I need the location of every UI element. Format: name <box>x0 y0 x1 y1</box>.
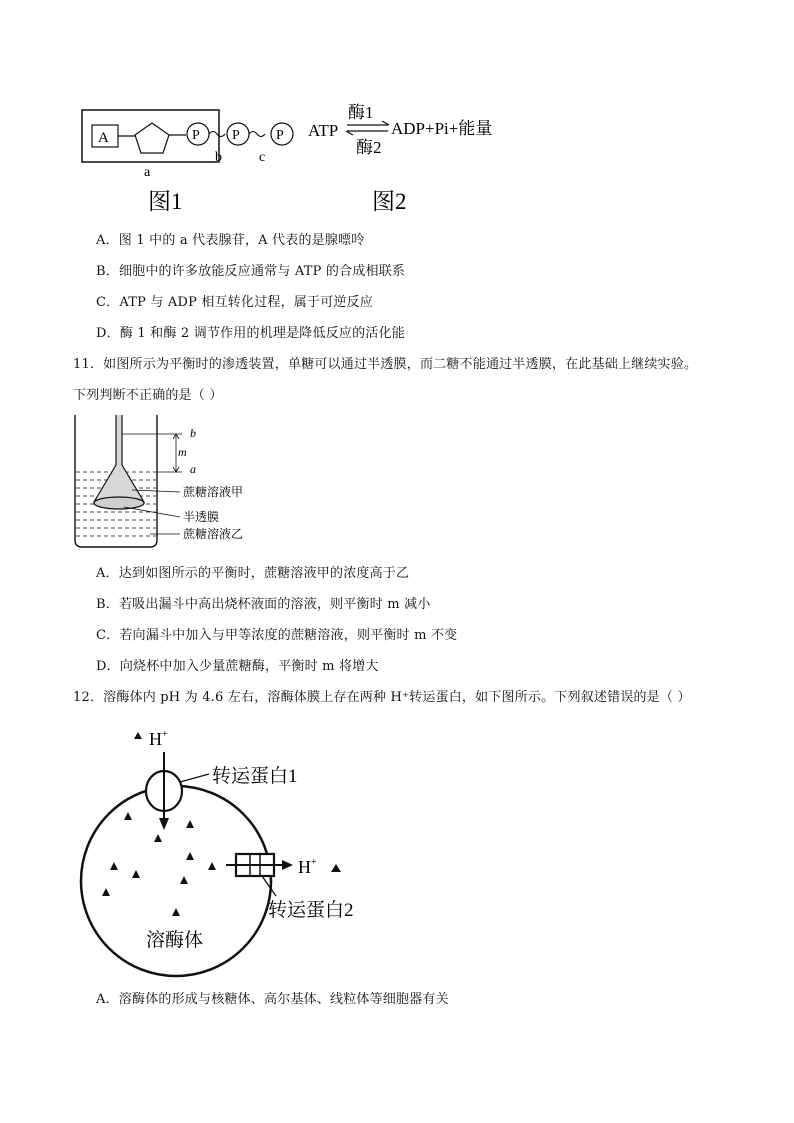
internal-protons <box>102 812 216 916</box>
q11-stem-line-2: 下列判断不正确的是（ ） <box>73 388 223 403</box>
reverse-arrow-icon <box>346 131 353 135</box>
q11-stem-line-1: 11．如图所示为平衡时的渗透装置，单糖可以通过半透膜，而二糖不能通过半透膜，在此基础上继续实验。 <box>73 357 698 372</box>
height-m-label: m <box>178 445 187 459</box>
h-inflow-arrow-icon <box>159 818 169 830</box>
membrane-label: 半透膜 <box>183 510 220 524</box>
q10-option-a: A．图 1 中的 a 代表腺苷，A 代表的是腺嘌呤 <box>96 233 365 248</box>
q12-option-a: A．溶酶体的形成与核糖体、高尔基体、线粒体等细胞器有关 <box>96 992 449 1007</box>
figure-2-caption: 图2 <box>372 189 407 214</box>
proton-triangle-icon <box>134 732 142 739</box>
q10-option-d: D．酶 1 和酶 2 调节作用的机理是降低反应的活化能 <box>96 326 405 341</box>
level-b-label: b <box>190 426 196 440</box>
transporter-2-label: 转运蛋白2 <box>268 900 354 921</box>
high-energy-bond-b <box>209 132 225 137</box>
level-a-label: a <box>190 462 196 476</box>
solution-yi-label: 蔗糖溶液乙 <box>183 527 244 541</box>
figure-1-caption: 图1 <box>148 189 183 214</box>
q11-option-b: B．若吸出漏斗中高出烧杯液面的溶液，则平衡时 m 减小 <box>96 597 431 612</box>
h-top-label: H+ <box>149 729 168 749</box>
osmosis-apparatus-figure <box>70 410 270 552</box>
enzyme-1-label: 酶1 <box>348 103 374 122</box>
q12-stem: 12．溶酶体内 pH 为 4.6 左右，溶酶体膜上存在两种 H⁺转运蛋白，如下图所示。下列叙述错误的是（ ） <box>73 690 691 705</box>
lysosome-figure <box>76 724 376 980</box>
solution-jia-label: 蔗糖溶液甲 <box>183 485 244 499</box>
h-right-label: H+ <box>298 857 317 877</box>
proton-triangle-icon <box>331 864 341 872</box>
semipermeable-membrane <box>94 497 144 509</box>
phosphate-label: P <box>192 128 200 143</box>
phosphate-label: P <box>232 128 240 143</box>
enzyme-2-label: 酶2 <box>356 138 382 157</box>
figure-1-atp-structure <box>78 106 308 218</box>
high-energy-bond-c <box>249 132 265 137</box>
label-b: b <box>215 150 222 165</box>
transporter-1-label: 转运蛋白1 <box>212 766 298 787</box>
q11-option-c: C．若向漏斗中加入与甲等浓度的蔗糖溶液，则平衡时 m 不变 <box>96 628 458 643</box>
phosphate-label: P <box>276 128 284 143</box>
q10-option-c: C．ATP 与 ADP 相互转化过程，属于可逆反应 <box>96 295 373 310</box>
q11-option-d: D．向烧杯中加入少量蔗糖酶，平衡时 m 将增大 <box>96 659 379 674</box>
figure-2-atp-reaction <box>300 98 530 218</box>
products-label: ADP+Pi+能量 <box>391 119 493 138</box>
label-a: a <box>144 165 151 180</box>
q11-option-a: A．达到如图所示的平衡时，蔗糖溶液甲的浓度高于乙 <box>96 566 410 581</box>
ribose-pentagon-icon <box>135 123 169 153</box>
adenine-label: A <box>98 130 109 146</box>
label-c: c <box>259 150 266 165</box>
q10-option-b: B．细胞中的许多放能反应通常与 ATP 的合成相联系 <box>96 264 406 279</box>
atp-label: ATP <box>308 121 339 140</box>
h-outflow-arrow-icon <box>282 860 293 870</box>
lysosome-label: 溶酶体 <box>146 930 204 951</box>
